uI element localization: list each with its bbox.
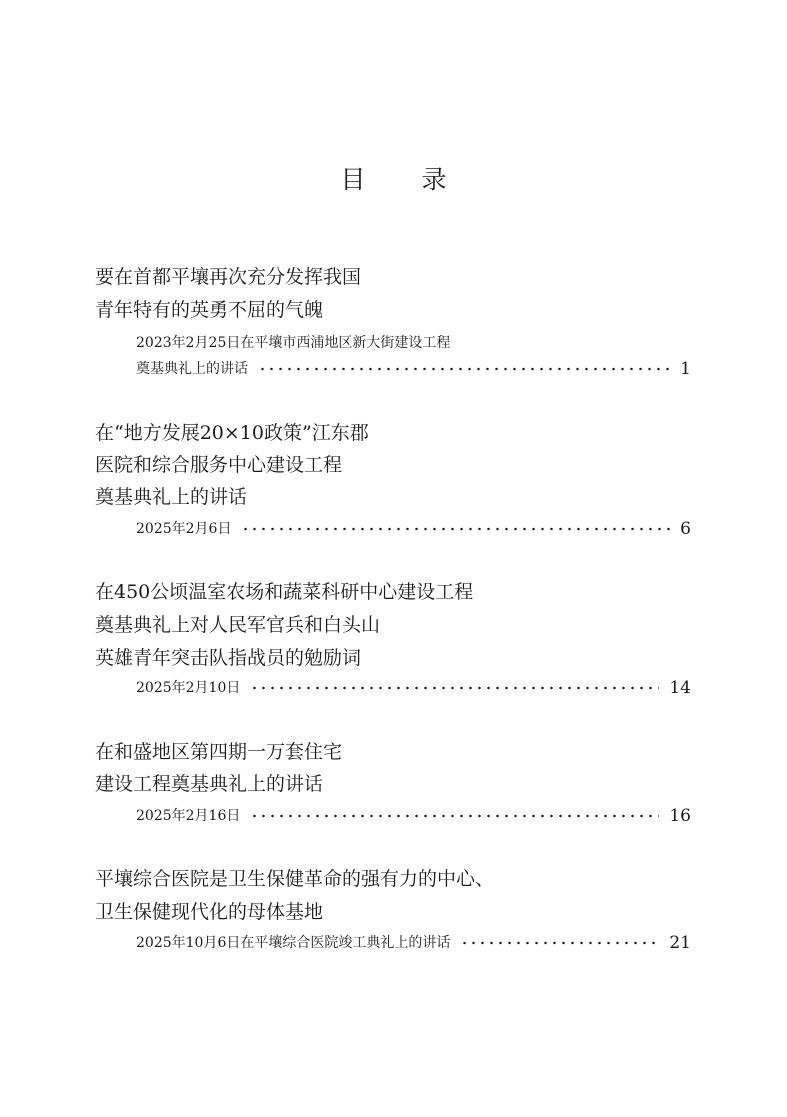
entry-title-line: 英雄青年突击队指战员的勉励词 — [95, 647, 362, 669]
entry-title-line: 奠基典礼上对人民军官兵和白头山 — [95, 614, 381, 636]
page-number: 14 — [669, 678, 691, 698]
entry-title-line: 在和盛地区第四期一万套住宅 — [95, 741, 343, 763]
dot-leader — [460, 941, 659, 945]
entry-leader-text: 奠基典礼上的讲话 — [136, 361, 248, 377]
entry-leader-row — [136, 518, 691, 540]
entry-leader-row — [136, 932, 691, 954]
entry-leader-text: 2025年10月6日在平壤综合医院竣工典礼上的讲话 — [136, 935, 451, 951]
page-number: 1 — [680, 359, 691, 379]
entry-date-line: 2023年2月25日在平壤市西浦地区新大街建设工程 — [136, 335, 451, 351]
page-number: 16 — [669, 806, 691, 826]
entry-leader-text: 2025年2月10日 — [136, 680, 241, 696]
entry-leader-row — [136, 805, 691, 827]
entry-title-line: 在450公顷温室农场和蔬菜科研中心建设工程 — [95, 581, 474, 603]
page-number: 21 — [669, 933, 691, 953]
dot-leader — [241, 527, 670, 531]
entry-title-line: 平壤综合医院是卫生保健革命的强有力的中心、 — [95, 868, 495, 890]
entry-leader-row — [136, 677, 691, 699]
page-title: 目录 — [340, 165, 503, 194]
page-number: 6 — [680, 519, 691, 539]
entry-title-line: 在“地方发展20×10政策”江东郡 — [95, 422, 369, 444]
entry-title-line: 医院和综合服务中心建设工程 — [95, 454, 343, 476]
entry-title-line: 奠基典礼上的讲话 — [95, 486, 248, 508]
dot-leader — [250, 814, 659, 818]
entry-leader-text: 2025年2月16日 — [136, 808, 241, 824]
dot-leader — [250, 686, 659, 690]
entry-title-line: 青年特有的英勇不屈的气魄 — [95, 299, 324, 321]
dot-leader — [258, 367, 670, 371]
entry-leader-row — [136, 358, 691, 380]
entry-title-line: 卫生保健现代化的母体基地 — [95, 901, 324, 923]
entry-title-line: 建设工程奠基典礼上的讲话 — [95, 773, 324, 795]
entry-leader-text: 2025年2月6日 — [136, 521, 232, 537]
entry-title-line: 要在首都平壤再次充分发挥我国 — [95, 266, 362, 288]
